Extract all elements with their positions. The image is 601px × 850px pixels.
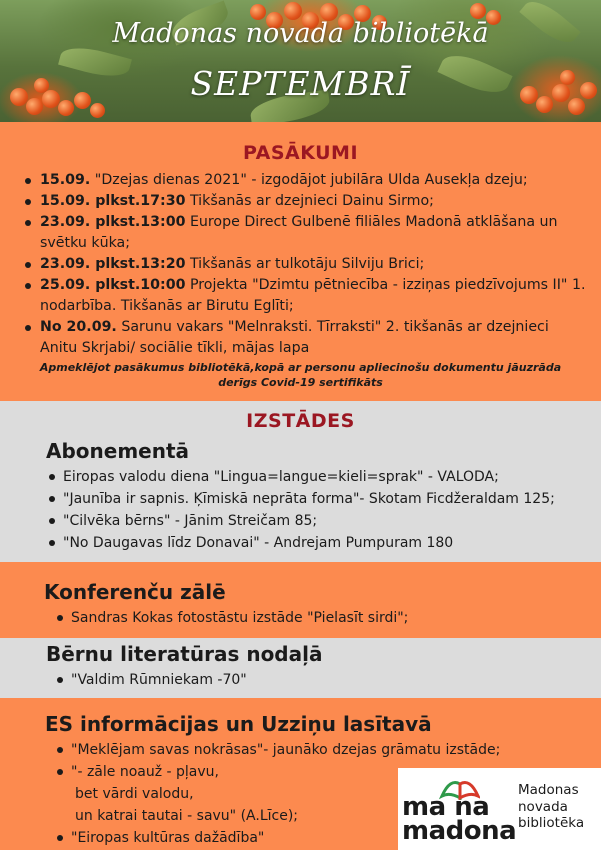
logo-caption-line: novada — [518, 798, 568, 815]
page-title: Madonas novada bibliotēkā — [112, 18, 489, 49]
list-item: "Jaunība ir sapnis. Ķīmiskā neprāta forma"- Skotam Ficdžeraldam 125; — [63, 488, 601, 510]
logo-word-top: ma na — [402, 792, 490, 822]
event-date: 15.09. — [40, 172, 91, 188]
list-item — [40, 212, 589, 254]
conference-hall-section — [0, 562, 601, 638]
event-text: "Dzejas dienas 2021" - izgodājot jubilāra Ulda Ausekļa dzeju; — [90, 172, 528, 188]
header-banner — [0, 0, 601, 122]
event-text: Tikšanās ar tulkotāju Silviju Brici; — [185, 256, 425, 272]
conference-hall-heading: Konferenču zālē — [44, 580, 226, 604]
list-item — [40, 275, 589, 317]
logo-caption — [518, 782, 584, 832]
exhibitions-heading: IZSTĀDES — [246, 410, 355, 432]
event-date: 25.09. plkst.10:00 — [40, 277, 186, 293]
covid-notice: Apmeklējot pasākumus bibliotēkā,kopā ar personu apliecinošu dokumentu jāuzrāda derīgs Covid-19 sertifikāts — [39, 361, 562, 389]
event-date: 15.09. plkst.17:30 — [40, 193, 186, 209]
exhibitions-section — [0, 401, 601, 562]
event-date: 23.09. plkst.13:20 — [40, 256, 186, 272]
list-item: Sandras Kokas fotostāstu izstāde "Pielasīt sirdi"; — [71, 607, 601, 629]
children-literature-heading: Bērnu literatūras nodaļā — [46, 642, 323, 666]
event-text: Projekta "Dzimtu pētniecība - izziņas piedzīvojums II" 1. nodarbība. Tikšanās ar Birutu Eglīti; — [40, 277, 586, 314]
list-item: "Valdim Rūmniekam -70" — [71, 669, 601, 691]
list-item — [40, 317, 589, 359]
event-text: Europe Direct Gulbenē filiāles Madonā atklāšana un svētku kūka; — [40, 214, 558, 251]
list-item — [40, 254, 589, 275]
library-logo — [398, 768, 601, 850]
list-item: "Cilvēka bērns" - Jānim Streičam 85; — [63, 510, 601, 532]
logo-caption-line: Madonas — [518, 782, 579, 798]
berry-decoration — [90, 103, 105, 118]
abonements-list — [0, 466, 601, 554]
list-item: "No Daugavas līdz Donavai" - Andrejam Pumpuram 180 — [63, 532, 601, 554]
poem-line: "- zāle noauž - pļavu, — [71, 764, 219, 780]
page-subtitle: SEPTEMBRĪ — [190, 64, 411, 103]
list-item — [40, 170, 589, 191]
events-heading: PASĀKUMI — [242, 142, 359, 164]
list-item: Eiropas valodu diena "Lingua=langue=kieli=sprak" - VALODA; — [63, 466, 601, 488]
eu-information-heading: ES informācijas un Uzziņu lasītavā — [45, 712, 432, 736]
berry-decoration — [470, 3, 486, 19]
conference-hall-list — [0, 607, 601, 629]
poem-line: un katrai tautai - savu" (A.Līce); — [75, 808, 298, 824]
event-date: No 20.09. — [40, 319, 117, 335]
events-section — [0, 122, 601, 401]
abonements-heading: Abonementā — [46, 439, 190, 463]
children-literature-list — [0, 669, 601, 691]
list-item: "Eiropas kultūras dažādība" — [71, 827, 601, 849]
list-item: "Meklējam savas nokrāsas"- jaunāko dzejas grāmatu izstāde; — [71, 739, 601, 761]
events-list — [0, 170, 601, 359]
logo-caption-line: bibliotēka — [518, 815, 585, 831]
list-item — [40, 191, 589, 212]
event-date: 23.09. plkst.13:00 — [40, 214, 186, 230]
event-text: Sarunu vakars "Melnraksti. Tīrraksti" 2. tikšanās ar dzejnieci Anitu Skrjabi/ sociālie tīkli, mājas lapa — [40, 319, 549, 356]
logo-word-bottom: madona — [402, 816, 517, 846]
children-literature-section — [0, 638, 601, 698]
poem-line: bet vārdi valodu, — [75, 786, 194, 802]
event-text: Tikšanās ar dzejnieci Dainu Sirmo; — [185, 193, 434, 209]
